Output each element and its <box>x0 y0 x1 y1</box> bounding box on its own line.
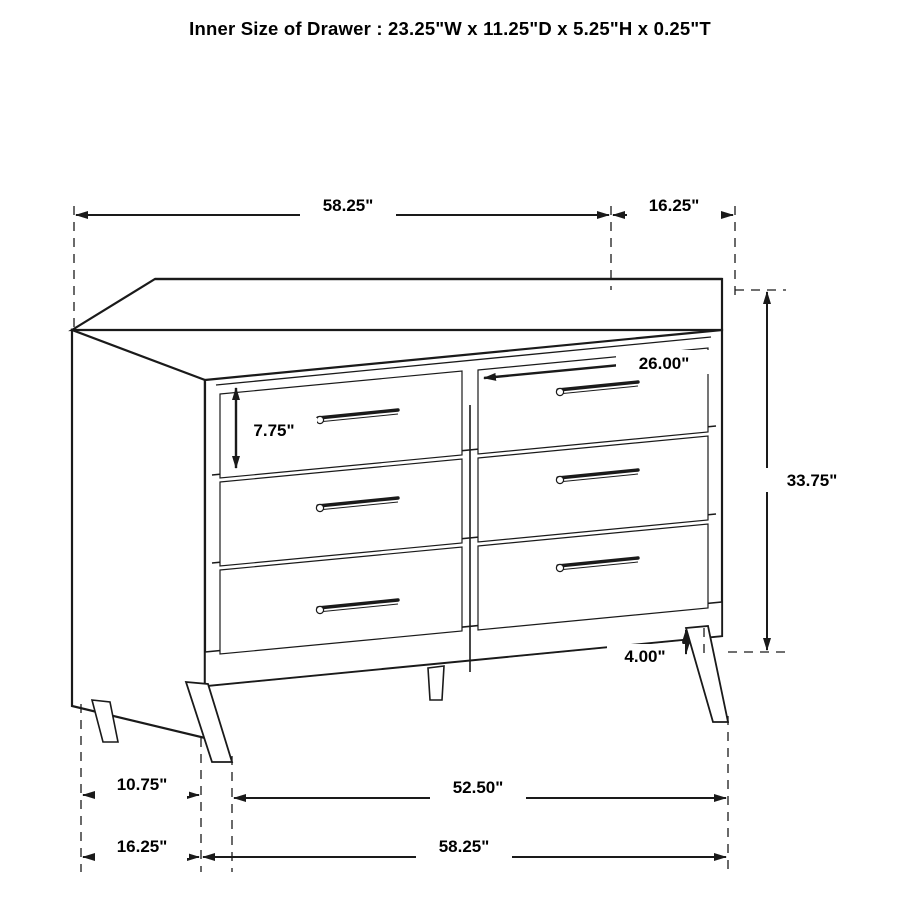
dim-label-drawer-height: 7.75" <box>253 421 295 440</box>
dim-label-leg-height: 4.00" <box>624 647 666 666</box>
dim-label-base-depth: 16.25" <box>116 837 168 856</box>
page-title: Inner Size of Drawer : 23.25"W x 11.25"D x 5.25"H x 0.25"T <box>189 18 711 39</box>
dim-label-top-width: 58.25" <box>322 196 374 215</box>
dim-label-overall-height: 33.75" <box>786 471 838 490</box>
dresser-left-side-panel <box>72 330 205 738</box>
dim-label-base-width: 58.25" <box>438 837 490 856</box>
dim-label-foot-depth: 10.75" <box>116 775 168 794</box>
dim-label-top-depth: 16.25" <box>648 196 700 215</box>
dim-label-base-front-width: 52.50" <box>452 778 504 797</box>
dresser-top-surface <box>72 279 722 330</box>
dim-label-drawer-width: 26.00" <box>638 354 690 373</box>
center-support-leg <box>428 666 444 700</box>
leg-front-right <box>686 626 728 722</box>
